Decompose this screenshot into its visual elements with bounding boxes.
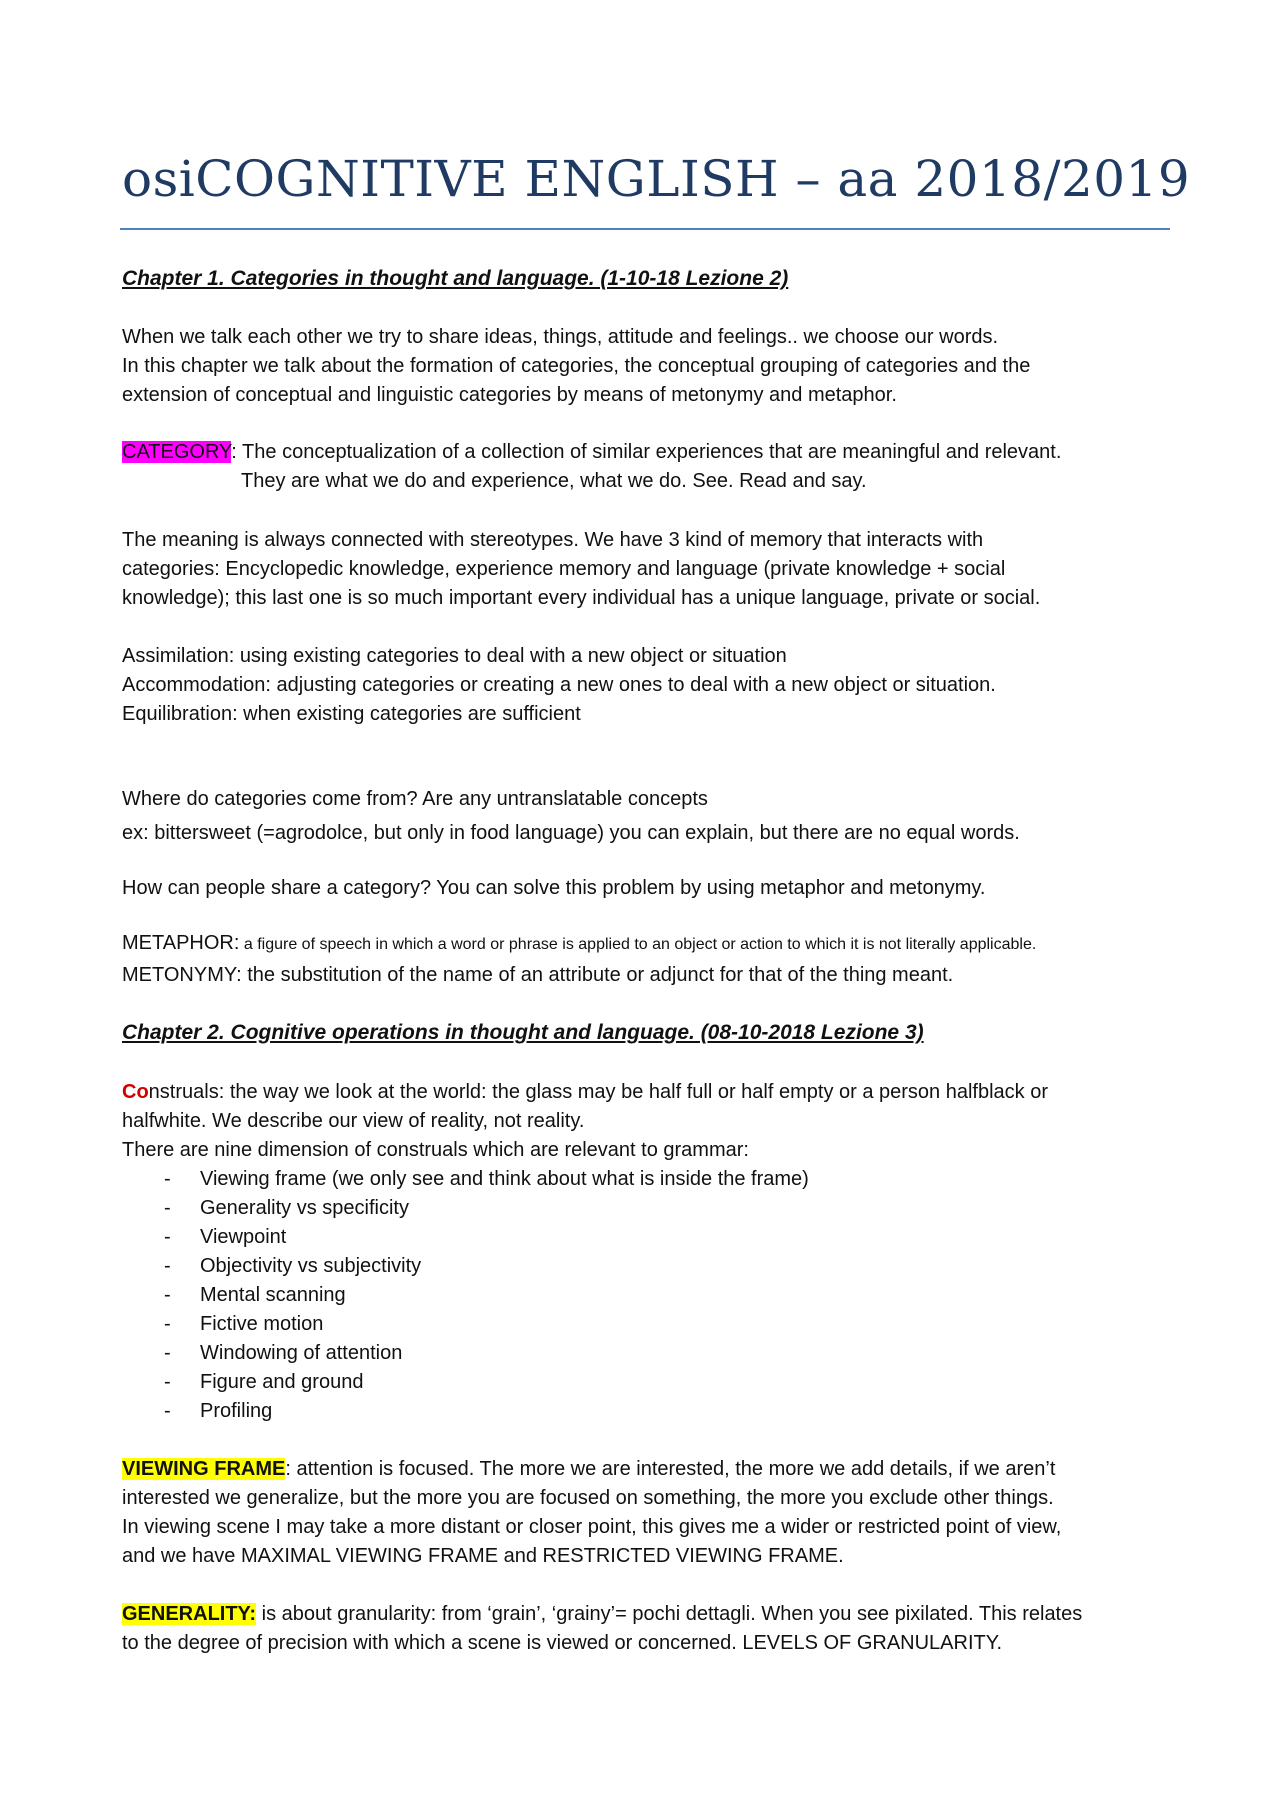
viewing-frame-text: : attention is focused. The more we are interested, the more we add details, if we aren’t (285, 1458, 1056, 1480)
construals-initial: Co (122, 1081, 149, 1103)
list-dash: - (164, 1226, 171, 1248)
processes-paragraph (122, 642, 1182, 729)
list-item: - Profiling (122, 1397, 1182, 1426)
title-underline (120, 228, 1170, 230)
generality-paragraph (122, 1600, 1182, 1658)
list-dash: - (164, 1284, 171, 1306)
list-dash: - (164, 1313, 171, 1335)
process-accommodation: Accommodation: adjusting categories or creating a new ones to deal with a new object or situation. (122, 674, 996, 696)
process-assimilation: Assimilation: using existing categories to deal with a new object or situation (122, 645, 787, 667)
metonymy-definition: METONYMY: the substitution of the name of an attribute or adjunct for that of the thing meant. (122, 964, 954, 986)
generality-text: is about granularity: from ‘grain’, ‘grainy’= pochi dettagli. When you see pixilated. This relates (256, 1603, 1083, 1625)
generality-term: GENERALITY: (122, 1603, 257, 1625)
metaphor-definition (122, 929, 1182, 959)
viewing-frame-line: In viewing scene I may take a more distant or closer point, this gives me a wider or restricted point of view, (122, 1516, 1062, 1538)
list-item: - Objectivity vs subjectivity (122, 1252, 1182, 1281)
list-dash: - (164, 1168, 171, 1190)
viewing-frame-paragraph (122, 1455, 1182, 1571)
dimensions-list (122, 1165, 1182, 1426)
construals-text: nstruals: the way we look at the world: the glass may be half full or half empty or a person halfblack or (148, 1081, 1049, 1103)
list-dash: - (164, 1255, 171, 1277)
list-item: - Windowing of attention (122, 1339, 1182, 1368)
list-item: - Viewing frame (we only see and think about what is inside the frame) (122, 1165, 1182, 1194)
intro-line: When we talk each other we try to share ideas, things, attitude and feelings.. we choose our words. (122, 326, 999, 348)
question-origin: Where do categories come from? Are any untranslatable concepts (122, 788, 708, 810)
list-item: - Viewpoint (122, 1223, 1182, 1252)
list-dash: - (164, 1371, 171, 1393)
intro-line: In this chapter we talk about the formation of categories, the conceptual grouping of categories and the (122, 355, 1031, 377)
category-def-text: : The conceptualization of a collection of similar experiences that are meaningful and relevant. (231, 441, 1062, 463)
list-dash: - (164, 1342, 171, 1364)
category-definition (122, 438, 1182, 496)
chapter-1-intro (122, 323, 1182, 410)
list-item: - Mental scanning (122, 1281, 1182, 1310)
viewing-frame-line: interested we generalize, but the more you are focused on something, the more you exclude other things. (122, 1487, 1054, 1509)
viewing-frame-line: and we have MAXIMAL VIEWING FRAME and RESTRICTED VIEWING FRAME. (122, 1545, 844, 1567)
question-share: How can people share a category? You can solve this problem by using metaphor and metonymy. (122, 877, 986, 899)
meaning-line: knowledge); this last one is so much important every individual has a unique language, private or social. (122, 587, 1041, 609)
chapter-2-heading: Chapter 2. Cognitive operations in thought and language. (08-10-2018 Lezione 3) (122, 1021, 924, 1044)
document-title: osiCOGNITIVE ENGLISH – aa 2018/2019 (122, 150, 1191, 208)
nine-dimensions-intro: There are nine dimension of construals which are relevant to grammar: (122, 1139, 749, 1161)
category-def-continued: They are what we do and experience, what we do. See. Read and say. (241, 470, 867, 492)
list-item: - Generality vs specificity (122, 1194, 1182, 1223)
list-item: - Fictive motion (122, 1310, 1182, 1339)
category-term: CATEGORY (122, 441, 232, 463)
metaphor-def-text: a figure of speech in which a word or phrase is applied to an object or action to which it is not literally applicable. (239, 936, 1037, 953)
process-equilibration: Equilibration: when existing categories are sufficient (122, 703, 581, 725)
intro-line: extension of conceptual and linguistic categories by means of metonymy and metaphor. (122, 384, 897, 406)
construals-line: halfwhite. We describe our view of reality, not reality. (122, 1110, 585, 1132)
generality-line: to the degree of precision with which a scene is viewed or concerned. LEVELS OF GRANULARITY. (122, 1632, 1003, 1654)
chapter-1-heading: Chapter 1. Categories in thought and language. (1-10-18 Lezione 2) (122, 267, 789, 290)
list-dash: - (164, 1400, 171, 1422)
meaning-paragraph (122, 526, 1182, 613)
metaphor-term: METAPHOR: (122, 932, 240, 954)
viewing-frame-term: VIEWING FRAME (122, 1458, 286, 1480)
construals-paragraph (122, 1078, 1182, 1165)
example-bittersweet: ex: bittersweet (=agrodolce, but only in food language) you can explain, but there are no equal words. (122, 822, 1020, 844)
meaning-line: The meaning is always connected with stereotypes. We have 3 kind of memory that interacts with (122, 529, 984, 551)
meaning-line: categories: Encyclopedic knowledge, experience memory and language (private knowledge + social (122, 558, 1006, 580)
list-item: - Figure and ground (122, 1368, 1182, 1397)
list-dash: - (164, 1197, 171, 1219)
